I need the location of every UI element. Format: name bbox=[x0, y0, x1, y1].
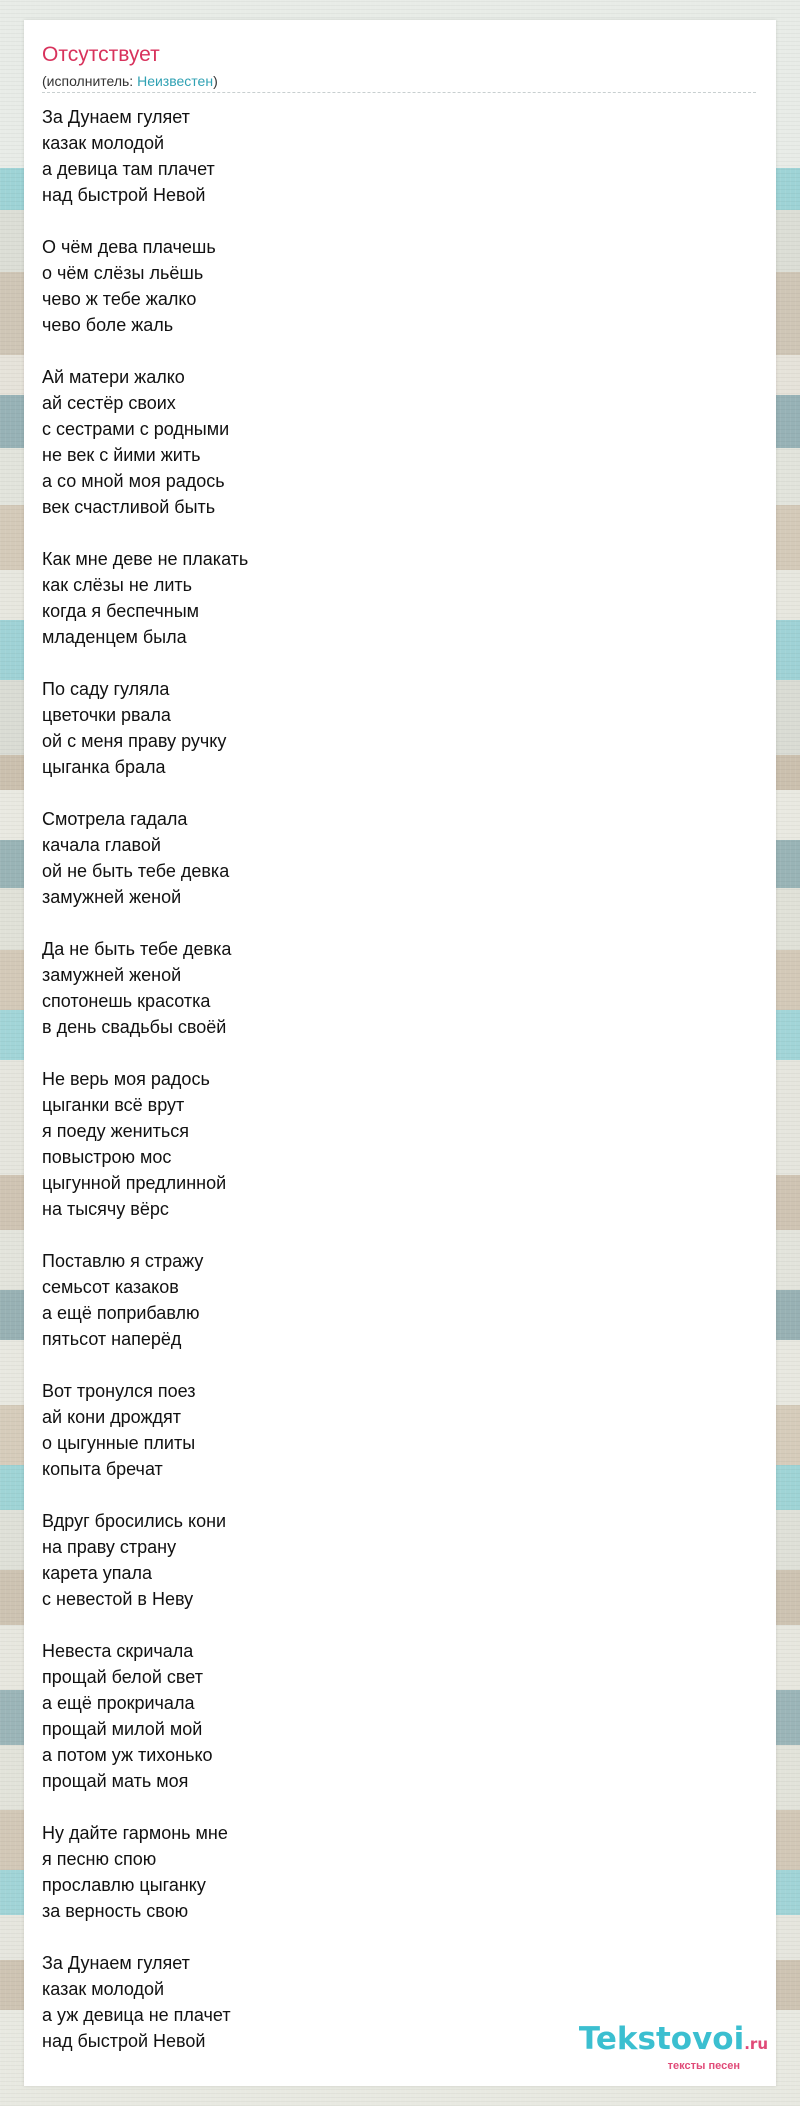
lyrics-line: прощай мать моя bbox=[42, 1771, 189, 1791]
artist-link[interactable]: Неизвестен bbox=[137, 73, 214, 89]
lyrics-line: цыганки всё врут bbox=[42, 1095, 185, 1115]
lyrics-stanza bbox=[42, 936, 742, 1040]
lyrics-line: а девица там плачет bbox=[42, 159, 215, 179]
artist-line bbox=[42, 72, 218, 90]
lyrics-line: карета упала bbox=[42, 1563, 153, 1583]
lyrics-line: прославлю цыганку bbox=[42, 1875, 206, 1895]
lyrics-line: Невеста скричала bbox=[42, 1641, 194, 1661]
lyrics-stanza bbox=[42, 1248, 742, 1352]
lyrics-line: когда я беспечным bbox=[42, 601, 200, 621]
lyrics-stanza bbox=[42, 806, 742, 910]
lyrics-card bbox=[24, 20, 776, 2086]
lyrics-line: чево ж тебе жалко bbox=[42, 289, 197, 309]
title-divider bbox=[42, 92, 756, 93]
lyrics-line: не век с йими жить bbox=[42, 445, 201, 465]
lyrics-line: а уж девица не плачет bbox=[42, 2005, 231, 2025]
lyrics-line: младенцем была bbox=[42, 627, 187, 647]
lyrics-line: на тысячу вёрс bbox=[42, 1199, 169, 1219]
lyrics-line: замужней женой bbox=[42, 887, 182, 907]
lyrics-line: ой не быть тебе девка bbox=[42, 861, 230, 881]
lyrics-line: пятьсот наперёд bbox=[42, 1329, 182, 1349]
lyrics-line: качала главой bbox=[42, 835, 161, 855]
logo-tagline: тексты песен bbox=[667, 2060, 740, 2072]
lyrics-line: Вот тронулся поез bbox=[42, 1381, 196, 1401]
song-title: Отсутствует bbox=[42, 43, 160, 66]
lyrics-stanza bbox=[42, 676, 742, 780]
lyrics-line: повыстрою мос bbox=[42, 1147, 172, 1167]
lyrics-line: цветочки рвала bbox=[42, 705, 171, 725]
logo-tld: .ru bbox=[744, 2035, 768, 2053]
lyrics-line: замужней женой bbox=[42, 965, 182, 985]
lyrics-line: Вдруг бросились кони bbox=[42, 1511, 227, 1531]
lyrics-line: ой с меня праву ручку bbox=[42, 731, 227, 751]
lyrics-line: прощай милой мой bbox=[42, 1719, 203, 1739]
lyrics-line: ай сестёр своих bbox=[42, 393, 176, 413]
lyrics-line: семьсот казаков bbox=[42, 1277, 179, 1297]
lyrics-line: на праву страну bbox=[42, 1537, 177, 1557]
lyrics-stanza bbox=[42, 104, 742, 208]
lyrics-line: а потом уж тихонько bbox=[42, 1745, 213, 1765]
lyrics-line: с сестрами с родными bbox=[42, 419, 230, 439]
lyrics-text bbox=[42, 104, 742, 2054]
lyrics-line: над быстрой Невой bbox=[42, 185, 206, 205]
lyrics-line: По саду гуляла bbox=[42, 679, 170, 699]
lyrics-line: Не верь моя радось bbox=[42, 1069, 210, 1089]
lyrics-stanza bbox=[42, 364, 742, 520]
lyrics-line: за верность свою bbox=[42, 1901, 189, 1921]
lyrics-line: За Дунаем гуляет bbox=[42, 1953, 190, 1973]
lyrics-stanza bbox=[42, 1820, 742, 1924]
lyrics-line: в день свадьбы своёй bbox=[42, 1017, 227, 1037]
lyrics-stanza bbox=[42, 234, 742, 338]
lyrics-line: а со мной моя радось bbox=[42, 471, 225, 491]
lyrics-line: Ну дайте гармонь мне bbox=[42, 1823, 228, 1843]
lyrics-line: казак молодой bbox=[42, 1979, 165, 1999]
lyrics-line: О чём дева плачешь bbox=[42, 237, 216, 257]
lyrics-line: цыганка брала bbox=[42, 757, 166, 777]
lyrics-line: над быстрой Невой bbox=[42, 2031, 206, 2051]
lyrics-stanza bbox=[42, 546, 742, 650]
logo-name: Tekstovoi bbox=[578, 2021, 745, 2057]
lyrics-stanza bbox=[42, 1508, 742, 1612]
logo-wordmark bbox=[579, 2023, 768, 2060]
lyrics-line: Смотрела гадала bbox=[42, 809, 188, 829]
lyrics-line: а ещё прокричала bbox=[42, 1693, 195, 1713]
lyrics-line: как слёзы не лить bbox=[42, 575, 192, 595]
lyrics-line: Да не быть тебе девка bbox=[42, 939, 232, 959]
lyrics-stanza bbox=[42, 1638, 742, 1794]
lyrics-line: чево боле жаль bbox=[42, 315, 174, 335]
lyrics-line: ай кони дрождят bbox=[42, 1407, 182, 1427]
lyrics-line: о чём слёзы льёшь bbox=[42, 263, 204, 283]
lyrics-line: За Дунаем гуляет bbox=[42, 107, 190, 127]
lyrics-line: о цыгунные плиты bbox=[42, 1433, 196, 1453]
artist-suffix: ) bbox=[213, 73, 218, 89]
lyrics-line: Поставлю я стражу bbox=[42, 1251, 204, 1271]
lyrics-line: Как мне деве не плакать bbox=[42, 549, 249, 569]
lyrics-line: с невестой в Неву bbox=[42, 1589, 194, 1609]
lyrics-line: я поеду жениться bbox=[42, 1121, 190, 1141]
lyrics-line: а ещё поприбавлю bbox=[42, 1303, 200, 1323]
lyrics-line: казак молодой bbox=[42, 133, 165, 153]
artist-prefix: (исполнитель: bbox=[42, 73, 138, 89]
lyrics-line: прощай белой свет bbox=[42, 1667, 203, 1687]
lyrics-line: век счастливой быть bbox=[42, 497, 216, 517]
lyrics-line: я песню спою bbox=[42, 1849, 157, 1869]
lyrics-line: Ай матери жалко bbox=[42, 367, 185, 387]
lyrics-stanza bbox=[42, 1066, 742, 1222]
lyrics-line: цыгунной предлинной bbox=[42, 1173, 227, 1193]
lyrics-line: спотонешь красотка bbox=[42, 991, 211, 1011]
site-logo[interactable] bbox=[579, 2023, 768, 2072]
lyrics-line: копыта бречат bbox=[42, 1459, 163, 1479]
lyrics-stanza bbox=[42, 1378, 742, 1482]
